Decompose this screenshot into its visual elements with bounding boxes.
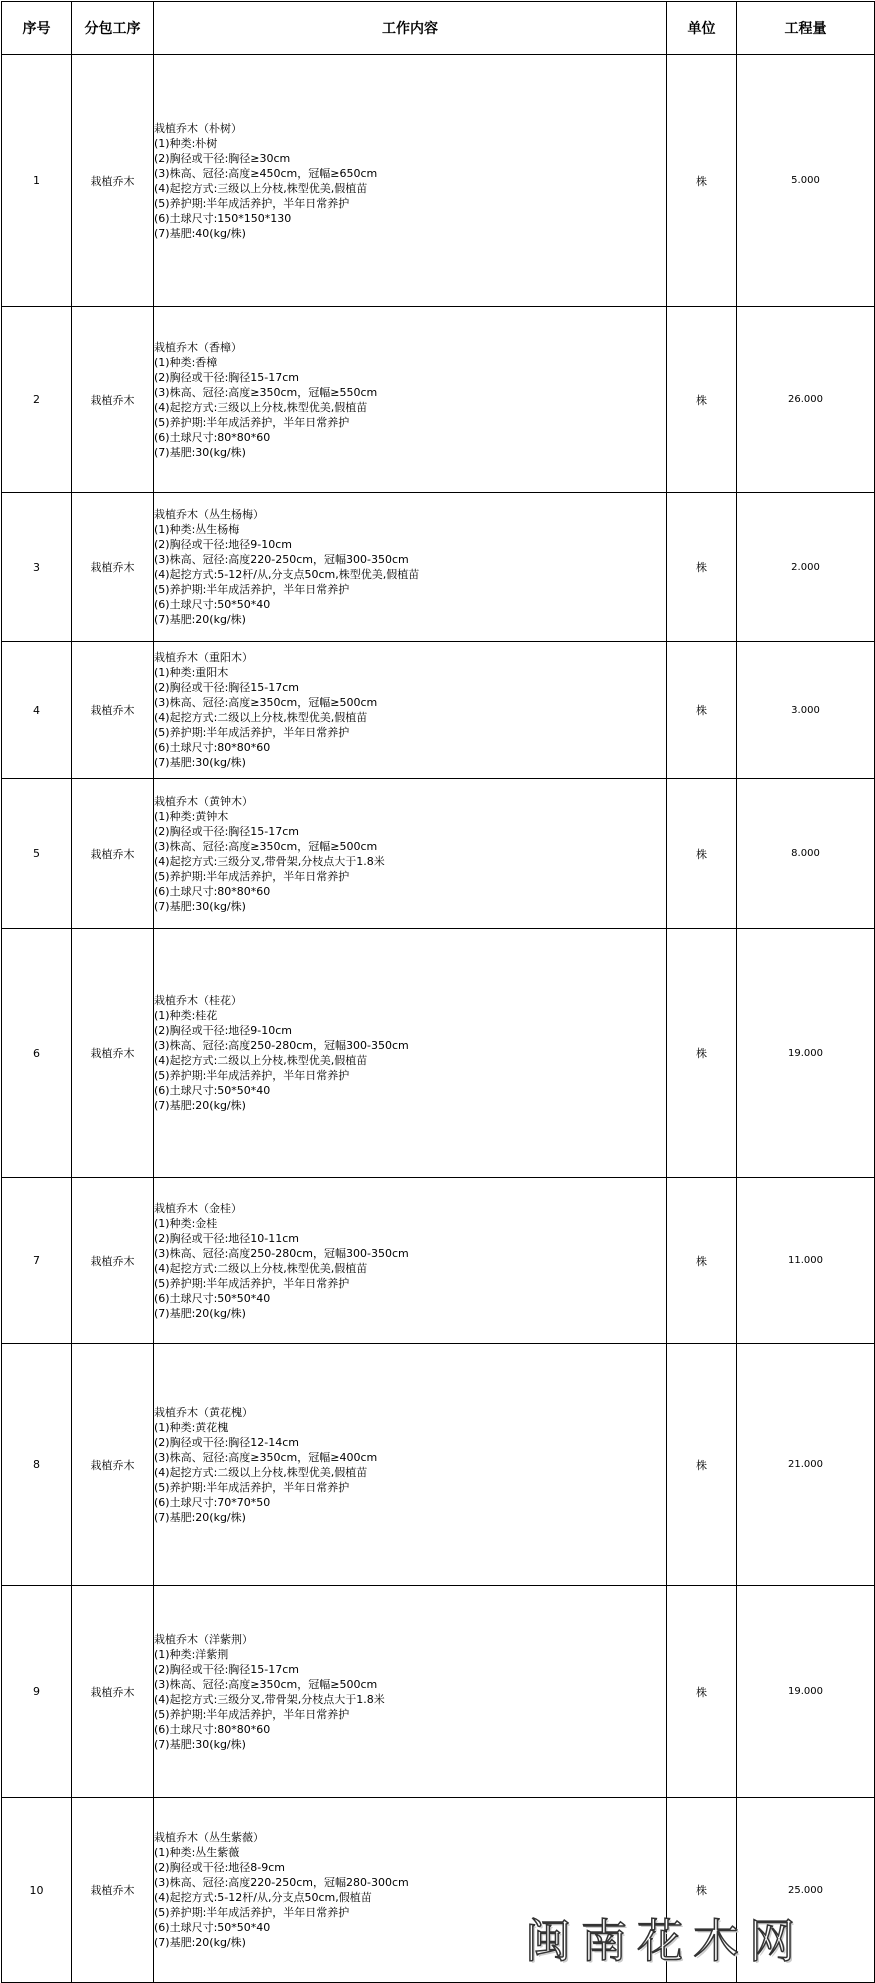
content-line: (7)基肥:30(kg/株) [154, 899, 246, 913]
row-unit: 株 [667, 307, 737, 493]
content-line: (1)种类:重阳木 [154, 666, 229, 679]
content-line: (5)养护期:半年成活养护，半年日常养护 [154, 415, 350, 429]
content-line: (5)养护期:半年成活养护，半年日常养护 [154, 1480, 350, 1494]
row-content [154, 642, 667, 779]
content-line: (3)株高、冠径:高度220-250cm，冠幅280-300cm [154, 1876, 409, 1889]
row-process: 栽植乔木 [72, 929, 154, 1178]
content-line: (4)起挖方式:二级以上分枝,株型优美,假植苗 [154, 1054, 368, 1067]
table-row [2, 493, 875, 642]
content-line: (3)株高、冠径:高度≥350cm，冠幅≥550cm [154, 385, 378, 399]
content-line: (3)株高、冠径:高度≥350cm，冠幅≥500cm [154, 696, 378, 709]
row-quantity: 19.000 [737, 1586, 875, 1798]
row-quantity: 25.000 [737, 1798, 875, 1983]
content-line: (4)起挖方式:二级以上分枝,株型优美,假植苗 [154, 711, 368, 724]
content-line: 栽植乔木（黄花槐） [154, 1405, 253, 1419]
row-index: 8 [2, 1344, 72, 1586]
content-line: 栽植乔木（重阳木） [154, 651, 253, 664]
content-line: (1)种类:桂花 [154, 1009, 218, 1022]
content-line: 栽植乔木（洋紫荆） [154, 1632, 253, 1646]
content-line: 栽植乔木（丛生紫薇） [154, 1831, 264, 1844]
content-line: (3)株高、冠径:高度≥350cm，冠幅≥500cm [154, 839, 378, 853]
row-quantity: 19.000 [737, 929, 875, 1178]
row-index: 4 [2, 642, 72, 779]
row-unit: 株 [667, 1344, 737, 1586]
row-quantity: 11.000 [737, 1178, 875, 1344]
row-process: 栽植乔木 [72, 307, 154, 493]
content-line: (4)起挖方式:二级以上分枝,株型优美,假植苗 [154, 1465, 368, 1479]
table-row [2, 1344, 875, 1586]
content-line: (6)土球尺寸:70*70*50 [154, 1495, 271, 1509]
content-line: (2)胸径或干径:地径10-11cm [154, 1231, 300, 1245]
content-line: (4)起挖方式:5-12杆/从,分支点50cm,假植苗 [154, 1891, 372, 1904]
content-line: (6)土球尺寸:80*80*60 [154, 741, 271, 754]
row-index: 7 [2, 1178, 72, 1344]
table-row [2, 929, 875, 1178]
row-index: 3 [2, 493, 72, 642]
content-line: (1)种类:香樟 [154, 355, 218, 369]
content-line: (7)基肥:20(kg/株) [154, 1936, 246, 1949]
row-content [154, 1344, 667, 1586]
content-line: (2)胸径或干径:地径9-10cm [154, 538, 293, 551]
bill-of-quantities-table [1, 1, 875, 1983]
content-line: (1)种类:金桂 [154, 1216, 218, 1230]
row-content [154, 307, 667, 493]
header-process: 分包工序 [72, 2, 154, 55]
content-line: (3)株高、冠径:高度≥350cm，冠幅≥400cm [154, 1450, 378, 1464]
row-unit: 株 [667, 1586, 737, 1798]
row-content [154, 929, 667, 1178]
content-line: (5)养护期:半年成活养护，半年日常养护 [154, 726, 350, 739]
table-row [2, 55, 875, 307]
content-line: (2)胸径或干径:地径8-9cm [154, 1861, 286, 1874]
table-row [2, 779, 875, 929]
content-line: (7)基肥:20(kg/株) [154, 1510, 246, 1524]
content-line: (1)种类:丛生紫薇 [154, 1846, 240, 1859]
content-line: (7)基肥:20(kg/株) [154, 613, 246, 626]
row-unit: 株 [667, 493, 737, 642]
content-line: (3)株高、冠径:高度≥450cm，冠幅≥650cm [154, 166, 378, 180]
row-process: 栽植乔木 [72, 1344, 154, 1586]
content-line: (4)起挖方式:三级分叉,带骨架,分枝点大于1.8米 [154, 1692, 385, 1706]
row-index: 6 [2, 929, 72, 1178]
row-process: 栽植乔木 [72, 642, 154, 779]
content-line: (3)株高、冠径:高度≥350cm，冠幅≥500cm [154, 1677, 378, 1691]
header-index: 序号 [2, 2, 72, 55]
content-line: (4)起挖方式:5-12杆/从,分支点50cm,株型优美,假植苗 [154, 568, 420, 581]
content-line: (3)株高、冠径:高度220-250cm，冠幅300-350cm [154, 553, 409, 566]
row-process: 栽植乔木 [72, 55, 154, 307]
content-line: (5)养护期:半年成活养护，半年日常养护 [154, 583, 350, 596]
row-index: 5 [2, 779, 72, 929]
content-line: (5)养护期:半年成活养护，半年日常养护 [154, 869, 350, 883]
content-line: (7)基肥:20(kg/株) [154, 1099, 246, 1112]
header-row [2, 2, 875, 55]
content-line: (6)土球尺寸:80*80*60 [154, 1722, 271, 1736]
row-content [154, 1586, 667, 1798]
content-line: (6)土球尺寸:50*50*40 [154, 1921, 271, 1934]
row-content [154, 779, 667, 929]
header-content: 工作内容 [154, 2, 667, 55]
content-line: (5)养护期:半年成活养护，半年日常养护 [154, 1069, 350, 1082]
content-line: 栽植乔木（金桂） [154, 1201, 242, 1215]
row-index: 9 [2, 1586, 72, 1798]
content-line: (2)胸径或干径:胸径12-14cm [154, 1435, 300, 1449]
row-content [154, 55, 667, 307]
content-line: (7)基肥:20(kg/株) [154, 1306, 246, 1320]
site-watermark: 闽南花木网 [525, 1914, 805, 1968]
content-line: (6)土球尺寸:80*80*60 [154, 884, 271, 898]
row-unit: 株 [667, 1798, 737, 1983]
table-row [2, 1586, 875, 1798]
row-unit: 株 [667, 779, 737, 929]
content-line: (2)胸径或干径:胸径15-17cm [154, 370, 300, 384]
content-line: (2)胸径或干径:胸径15-17cm [154, 681, 300, 694]
content-line: (4)起挖方式:三级以上分枝,株型优美,假植苗 [154, 181, 368, 195]
content-line: (7)基肥:30(kg/株) [154, 756, 246, 769]
row-index: 10 [2, 1798, 72, 1983]
content-line: 栽植乔木（桂花） [154, 994, 242, 1007]
header-unit: 单位 [667, 2, 737, 55]
row-process: 栽植乔木 [72, 1798, 154, 1983]
content-line: (7)基肥:40(kg/株) [154, 226, 246, 240]
row-unit: 株 [667, 929, 737, 1178]
content-line: 栽植乔木（黄钟木） [154, 794, 253, 808]
content-line: (7)基肥:30(kg/株) [154, 445, 246, 459]
row-process: 栽植乔木 [72, 493, 154, 642]
content-line: (2)胸径或干径:胸径15-17cm [154, 1662, 300, 1676]
row-quantity: 3.000 [737, 642, 875, 779]
content-line: (2)胸径或干径:胸径≥30cm [154, 151, 291, 165]
content-line: 栽植乔木（丛生杨梅） [154, 508, 264, 521]
content-line: (5)养护期:半年成活养护，半年日常养护 [154, 1276, 350, 1290]
row-quantity: 8.000 [737, 779, 875, 929]
content-line: (6)土球尺寸:50*50*40 [154, 1291, 271, 1305]
row-index: 2 [2, 307, 72, 493]
row-content [154, 1178, 667, 1344]
content-line: (6)土球尺寸:50*50*40 [154, 1084, 271, 1097]
content-line: (4)起挖方式:二级以上分枝,株型优美,假植苗 [154, 1261, 368, 1275]
row-index: 1 [2, 55, 72, 307]
content-line: (5)养护期:半年成活养护，半年日常养护 [154, 1906, 350, 1919]
content-line: (6)土球尺寸:150*150*130 [154, 211, 292, 225]
content-line: (1)种类:洋紫荆 [154, 1647, 229, 1661]
content-line: (5)养护期:半年成活养护，半年日常养护 [154, 196, 350, 210]
row-process: 栽植乔木 [72, 1178, 154, 1344]
table-row [2, 307, 875, 493]
content-line: (2)胸径或干径:胸径15-17cm [154, 824, 300, 838]
content-line: (6)土球尺寸:80*80*60 [154, 430, 271, 444]
header-quantity: 工程量 [737, 2, 875, 55]
row-process: 栽植乔木 [72, 1586, 154, 1798]
row-content [154, 493, 667, 642]
content-line: 栽植乔木（香樟） [154, 340, 242, 354]
content-line: (2)胸径或干径:地径9-10cm [154, 1024, 293, 1037]
content-line: (5)养护期:半年成活养护，半年日常养护 [154, 1707, 350, 1721]
content-line: (1)种类:丛生杨梅 [154, 523, 240, 536]
table-row [2, 642, 875, 779]
content-line: (1)种类:黄花槐 [154, 1420, 229, 1434]
row-quantity: 5.000 [737, 55, 875, 307]
content-line: (3)株高、冠径:高度250-280cm，冠幅300-350cm [154, 1246, 409, 1260]
row-quantity: 26.000 [737, 307, 875, 493]
content-line: (1)种类:黄钟木 [154, 809, 229, 823]
row-unit: 株 [667, 1178, 737, 1344]
content-line: (4)起挖方式:三级分叉,带骨架,分枝点大于1.8米 [154, 854, 385, 868]
content-line: (7)基肥:30(kg/株) [154, 1737, 246, 1751]
content-line: (3)株高、冠径:高度250-280cm，冠幅300-350cm [154, 1039, 409, 1052]
table-row [2, 1178, 875, 1344]
content-line: (6)土球尺寸:50*50*40 [154, 598, 271, 611]
row-quantity: 2.000 [737, 493, 875, 642]
content-line: (1)种类:朴树 [154, 136, 218, 150]
content-line: (4)起挖方式:三级以上分枝,株型优美,假植苗 [154, 400, 368, 414]
row-quantity: 21.000 [737, 1344, 875, 1586]
row-unit: 株 [667, 55, 737, 307]
row-process: 栽植乔木 [72, 779, 154, 929]
content-line: 栽植乔木（朴树） [154, 121, 242, 135]
row-unit: 株 [667, 642, 737, 779]
